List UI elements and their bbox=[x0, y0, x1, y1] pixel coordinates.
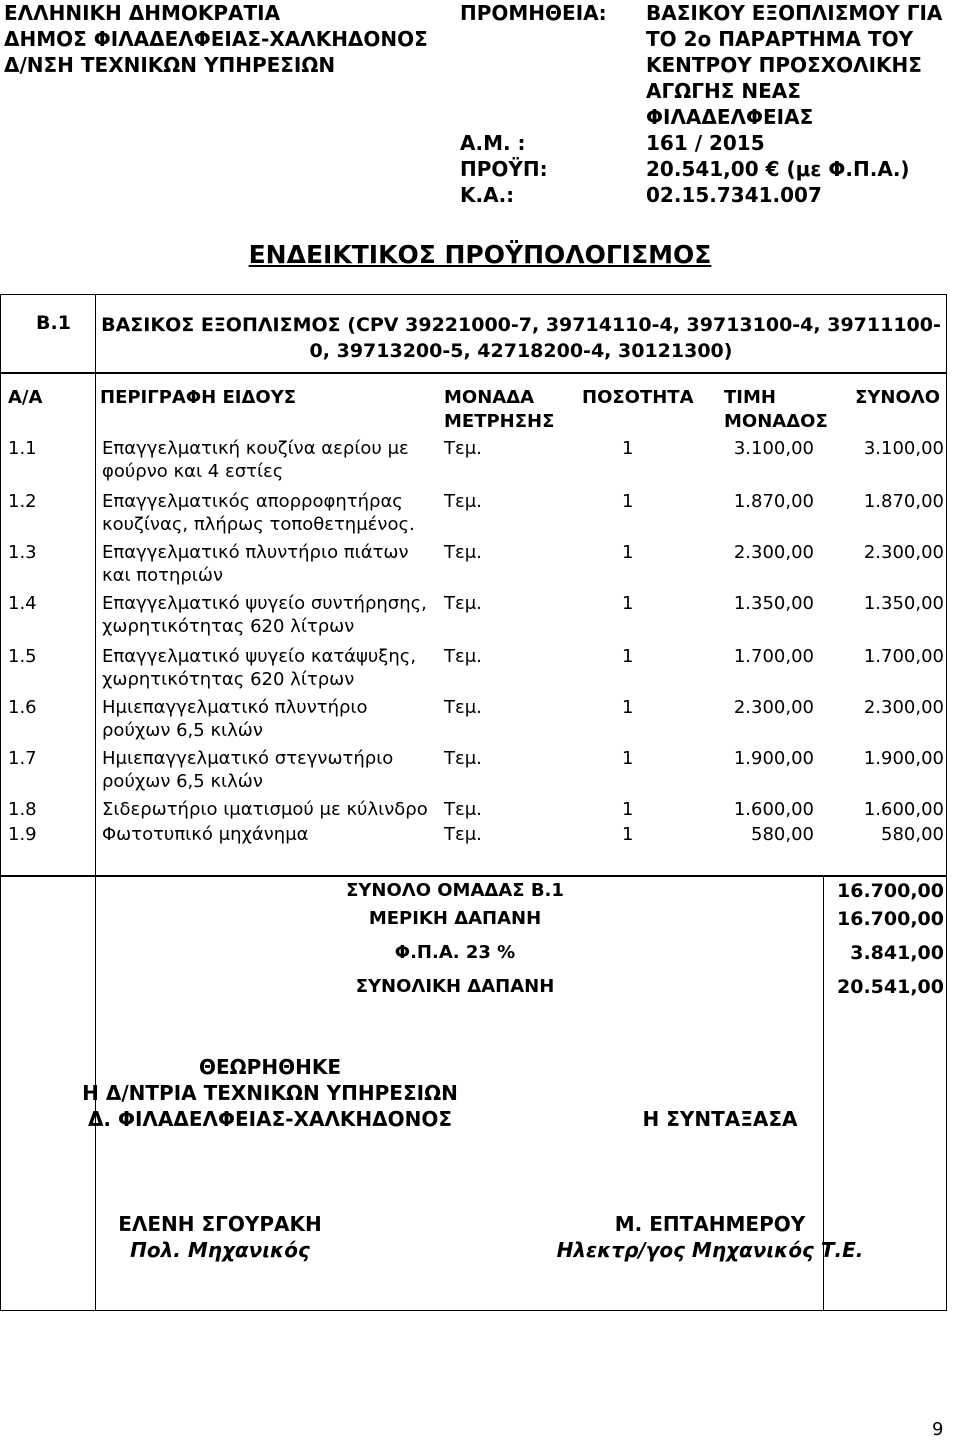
signatory-name: Μ. ΕΠΤΑΗΜΕΡΟΥ bbox=[614, 1212, 806, 1236]
procurement-line: ΒΑΣΙΚΟΥ ΕΞΟΠΛΙΣΜΟΥ ΓΙΑ bbox=[646, 1, 943, 25]
row-description: Επαγγελματικός απορροφητήρας κουζίνας, πλήρως τοποθετημένος. bbox=[102, 491, 415, 535]
row-unit: Τεμ. bbox=[444, 438, 482, 459]
issuer-line: ΕΛΛΗΝΙΚΗ ΔΗΜΟΚΡΑΤΙΑ bbox=[4, 1, 281, 25]
row-quantity: 1 bbox=[622, 697, 634, 718]
column-divider bbox=[95, 294, 96, 1311]
row-description: Επαγγελματικό ψυγείο κατάψυξης, χωρητικότητας 620 λίτρων bbox=[102, 646, 417, 690]
summary-label: ΣΥΝΟΛΙΚΗ ΔΑΠΑΝΗ bbox=[355, 976, 555, 997]
procurement-title bbox=[646, 0, 942, 130]
col-header-total: ΣΥΝΟΛΟ bbox=[855, 387, 940, 408]
approval-line: Δ. ΦΙΛΑΔΕΛΦΕΙΑΣ-ΧΑΛΚΗΔΟΝΟΣ bbox=[87, 1107, 453, 1131]
row-unit-price: 1.870,00 bbox=[733, 491, 814, 512]
row-total: 1.900,00 bbox=[863, 748, 944, 769]
summary-value: 3.841,00 bbox=[850, 942, 944, 964]
row-unit: Τεμ. bbox=[444, 697, 482, 718]
summary-value: 20.541,00 bbox=[837, 976, 944, 998]
summary-value: 16.700,00 bbox=[837, 880, 944, 902]
page-number: 9 bbox=[932, 1419, 944, 1440]
col-header-unit: ΜΟΝΑΔΑ ΜΕΤΡΗΣΗΣ bbox=[444, 387, 555, 432]
row-unit-price: 1.600,00 bbox=[733, 799, 814, 820]
left-signatory bbox=[60, 1211, 380, 1263]
right-signatory bbox=[530, 1211, 890, 1263]
summary-label: Φ.Π.Α. 23 % bbox=[394, 942, 516, 963]
row-quantity: 1 bbox=[622, 438, 634, 459]
row-aa: 1.7 bbox=[8, 748, 37, 769]
document-title: ΕΝΔΕΙΚΤΙΚΟΣ ΠΡΟΫΠΟΛΟΓΙΣΜΟΣ bbox=[248, 240, 712, 269]
signatory-name: ΕΛΕΝΗ ΣΓΟΥΡΑΚΗ bbox=[118, 1212, 322, 1236]
row-unit: Τεμ. bbox=[444, 491, 482, 512]
items-divider bbox=[0, 875, 947, 877]
col-header-description: ΠΕΡΙΓΡΑΦΗ ΕΙΔΟΥΣ bbox=[100, 387, 297, 408]
row-description: Ημιεπαγγελματικό στεγνωτήριο ρούχων 6,5 κιλών bbox=[102, 748, 394, 792]
row-unit-price: 1.900,00 bbox=[733, 748, 814, 769]
row-aa: 1.6 bbox=[8, 697, 37, 718]
section-code: Β.1 bbox=[36, 312, 71, 334]
row-unit-price: 2.300,00 bbox=[733, 697, 814, 718]
row-unit-price: 2.300,00 bbox=[733, 542, 814, 563]
row-unit-price: 3.100,00 bbox=[733, 438, 814, 459]
summary-label: ΣΥΝΟΛΟ ΟΜΑΔΑΣ Β.1 bbox=[346, 880, 564, 901]
row-aa: 1.1 bbox=[8, 438, 37, 459]
row-quantity: 1 bbox=[622, 646, 634, 667]
row-description: Σιδερωτήριο ιματισμού με κύλινδρο bbox=[102, 799, 428, 820]
section-divider bbox=[0, 372, 947, 374]
budget-value: 20.541,00 € (με Φ.Π.Α.) bbox=[646, 157, 910, 181]
col-header-unit-price: ΤΙΜΗ ΜΟΝΑΔΟΣ bbox=[724, 387, 828, 432]
procurement-line: ΑΓΩΓΗΣ ΝΕΑΣ bbox=[646, 79, 801, 103]
row-total: 1.350,00 bbox=[863, 593, 944, 614]
row-unit: Τεμ. bbox=[444, 593, 482, 614]
signatory-role: Πολ. Μηχανικός bbox=[130, 1238, 310, 1262]
approval-line: ΘΕΩΡΗΘΗΚΕ bbox=[199, 1055, 341, 1079]
author-title: Η ΣΥΝΤΑΞΑΣΑ bbox=[642, 1107, 798, 1131]
row-total: 2.300,00 bbox=[863, 542, 944, 563]
row-unit: Τεμ. bbox=[444, 748, 482, 769]
row-quantity: 1 bbox=[622, 824, 634, 845]
approval-block bbox=[60, 1054, 480, 1132]
row-unit: Τεμ. bbox=[444, 646, 482, 667]
am-label: Α.Μ. : bbox=[460, 131, 526, 155]
col-header-aa: Α/Α bbox=[8, 387, 43, 408]
row-quantity: 1 bbox=[622, 799, 634, 820]
issuer-block bbox=[4, 0, 428, 78]
approval-line: Η Δ/ΝΤΡΙΑ ΤΕΧΝΙΚΩΝ ΥΠΗΡΕΣΙΩΝ bbox=[82, 1081, 458, 1105]
section-description: ΒΑΣΙΚΟΣ ΕΞΟΠΛΙΣΜΟΣ (CPV 39221000-7, 39714110-4, 39713100-4, 39711100-0, 39713200-5, 42718200-4, 30121300) bbox=[101, 314, 941, 362]
budget-label: ΠΡΟΫΠ: bbox=[460, 157, 548, 181]
row-description: Ημιεπαγγελματικό πλυντήριο ρούχων 6,5 κιλών bbox=[102, 697, 368, 741]
row-aa: 1.4 bbox=[8, 593, 37, 614]
row-total: 580,00 bbox=[881, 824, 944, 845]
row-description: Επαγγελματική κουζίνα αερίου με φούρνο και 4 εστίες bbox=[102, 438, 409, 482]
row-description: Επαγγελματικό πλυντήριο πιάτων και ποτηριών bbox=[102, 542, 409, 586]
row-total: 3.100,00 bbox=[863, 438, 944, 459]
row-total: 1.870,00 bbox=[863, 491, 944, 512]
procurement-line: ΦΙΛΑΔΕΛΦΕΙΑΣ bbox=[646, 105, 814, 129]
row-unit-price: 1.700,00 bbox=[733, 646, 814, 667]
row-total: 2.300,00 bbox=[863, 697, 944, 718]
row-aa: 1.9 bbox=[8, 824, 37, 845]
row-quantity: 1 bbox=[622, 748, 634, 769]
procurement-label: ΠΡΟΜΗΘΕΙΑ: bbox=[460, 1, 607, 25]
issuer-line: Δ/ΝΣΗ ΤΕΧΝΙΚΩΝ ΥΠΗΡΕΣΙΩΝ bbox=[4, 53, 336, 77]
row-unit: Τεμ. bbox=[444, 824, 482, 845]
summary-value: 16.700,00 bbox=[837, 908, 944, 930]
issuer-line: ΔΗΜΟΣ ΦΙΛΑΔΕΛΦΕΙΑΣ-ΧΑΛΚΗΔΟΝΟΣ bbox=[4, 27, 428, 51]
row-unit: Τεμ. bbox=[444, 799, 482, 820]
row-total: 1.700,00 bbox=[863, 646, 944, 667]
procurement-line: ΚΕΝΤΡΟΥ ΠΡΟΣΧΟΛΙΚΗΣ bbox=[646, 53, 922, 77]
row-aa: 1.8 bbox=[8, 799, 37, 820]
row-description: Φωτοτυπικό μηχάνημα bbox=[102, 824, 309, 845]
am-value: 161 / 2015 bbox=[646, 131, 765, 155]
row-unit-price: 580,00 bbox=[751, 824, 814, 845]
row-quantity: 1 bbox=[622, 491, 634, 512]
row-aa: 1.5 bbox=[8, 646, 37, 667]
row-quantity: 1 bbox=[622, 593, 634, 614]
procurement-line: ΤΟ 2ο ΠΑΡΑΡΤΗΜΑ ΤΟΥ bbox=[646, 27, 914, 51]
ka-value: 02.15.7341.007 bbox=[646, 183, 822, 207]
col-header-quantity: ΠΟΣΟΤΗΤΑ bbox=[582, 387, 694, 408]
row-aa: 1.3 bbox=[8, 542, 37, 563]
row-description: Επαγγελματικό ψυγείο συντήρησης, χωρητικότητας 620 λίτρων bbox=[102, 593, 427, 637]
row-unit-price: 1.350,00 bbox=[733, 593, 814, 614]
ka-label: Κ.Α.: bbox=[460, 183, 515, 207]
row-total: 1.600,00 bbox=[863, 799, 944, 820]
signatory-role: Ηλεκτρ/γος Μηχανικός Τ.Ε. bbox=[556, 1238, 864, 1262]
row-aa: 1.2 bbox=[8, 491, 37, 512]
summary-label: ΜΕΡΙΚΗ ΔΑΠΑΝΗ bbox=[368, 908, 542, 929]
row-unit: Τεμ. bbox=[444, 542, 482, 563]
row-quantity: 1 bbox=[622, 542, 634, 563]
